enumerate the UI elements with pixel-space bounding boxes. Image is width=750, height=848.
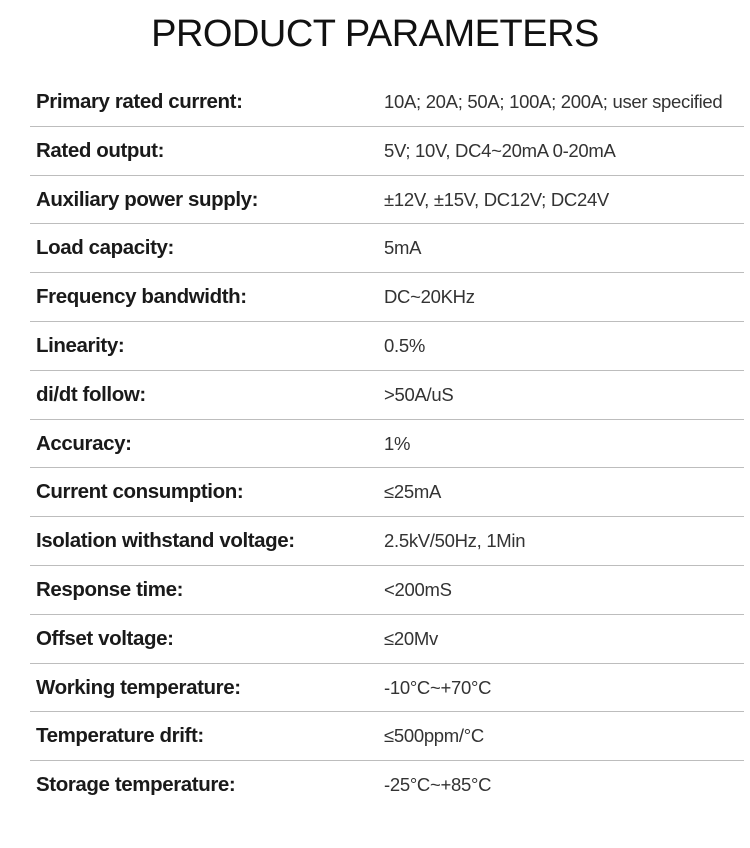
parameter-value: DC~20KHz [384,286,475,308]
parameter-value: ≤20Mv [384,627,438,649]
parameter-row [30,322,744,371]
parameter-row [30,517,744,566]
parameter-row [30,224,744,273]
parameter-value: 10A; 20A; 50A; 100A; 200A; user specified [384,91,723,112]
parameter-label: Frequency bandwidth: [36,285,247,309]
parameter-row [30,127,744,176]
parameter-row [30,78,744,127]
parameter-row [30,566,744,615]
parameter-row [30,176,744,225]
parameter-label: Current consumption: [36,480,244,504]
parameter-row [30,371,744,420]
parameter-value: 1% [384,432,411,454]
parameter-value: 5mA [384,237,422,259]
parameter-value: 5V; 10V, DC4~20mA 0-20mA [384,139,616,161]
parameter-value: -10°C~+70°C [384,676,492,698]
parameter-label: di/dt follow: [36,382,146,406]
parameter-row [30,273,744,322]
parameter-label: Load capacity: [36,236,174,260]
parameter-label: Auxiliary power supply: [36,187,259,211]
parameter-value: >50A/uS [384,383,454,405]
parameter-row [30,712,744,761]
parameter-value: <200mS [384,578,452,600]
parameter-row [30,468,744,517]
parameter-value: ±12V, ±15V, DC12V; DC24V [384,188,609,210]
parameter-value: -25°C~+85°C [384,774,492,796]
parameter-label: Linearity: [36,333,125,357]
parameter-label: Storage temperature: [36,773,236,797]
parameter-label: Isolation withstand voltage: [36,529,295,553]
parameter-row [30,664,744,713]
parameter-value: ≤25mA [384,481,441,503]
parameter-label: Working temperature: [36,675,241,699]
parameter-label: Primary rated current: [36,90,243,113]
parameter-label: Rated output: [36,138,165,162]
parameter-row [30,615,744,664]
parameter-value: 0.5% [384,334,425,356]
page-title: PRODUCT PARAMETERS [151,13,599,55]
parameter-label: Offset voltage: [36,626,174,650]
parameter-value: 2.5kV/50Hz, 1Min [384,530,526,552]
parameter-label: Temperature drift: [36,724,204,748]
parameters-table [30,78,744,810]
parameter-label: Accuracy: [36,431,132,455]
parameter-label: Response time: [36,577,184,601]
parameter-row [30,761,744,810]
parameter-value: ≤500ppm/°C [384,725,484,747]
parameter-row [30,420,744,469]
